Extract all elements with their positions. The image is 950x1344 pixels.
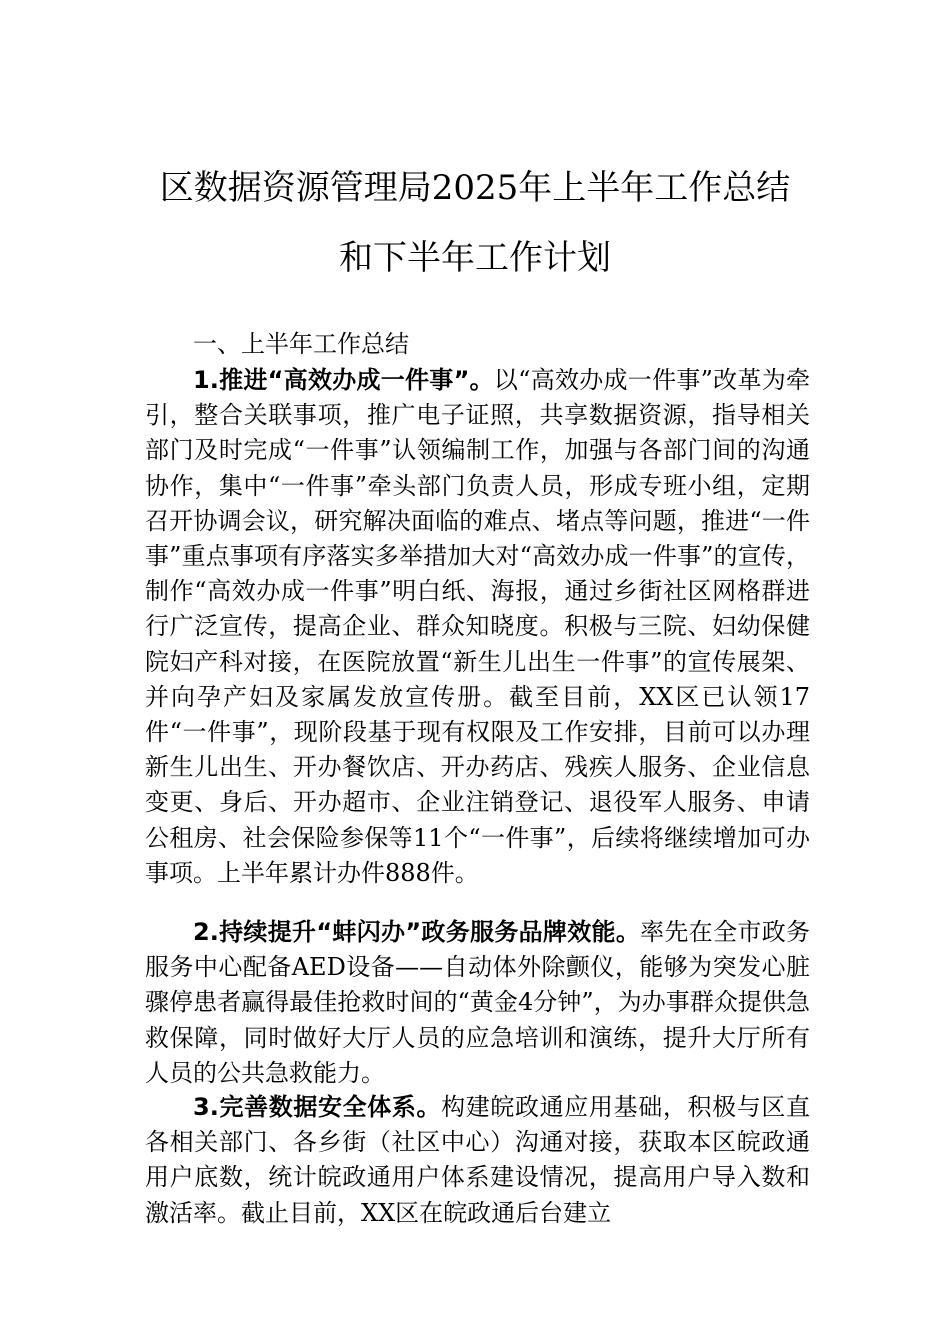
section-heading: 一、上半年工作总结 bbox=[193, 330, 409, 358]
paragraph-2-text: 率先在全市政务服务中心配备AED设备——自动体外除颤仪，能够为突发心脏骤停患者赢得最佳抢救时间的“黄金4分钟”，为办事群众提供急救保障，同时做好大厅人员的应急培训和演练，提升大厅所有人员的公共急救能力。 bbox=[145, 918, 811, 1087]
paragraph-1 bbox=[145, 363, 810, 891]
paragraph-2 bbox=[145, 915, 810, 1091]
paragraph-3-lead: 3.完善数据安全体系。 bbox=[193, 1093, 442, 1121]
document-title-line-2: 和下半年工作计划 bbox=[339, 238, 611, 278]
document-title-line-1: 区数据资源管理局2025年上半年工作总结 bbox=[159, 168, 791, 208]
paragraph-3 bbox=[145, 1090, 810, 1231]
paragraph-1-text: 以“高效办成一件事”改革为牵引，整合关联事项，推广电子证照，共享数据资源，指导相关部门及时完成“一件事”认领编制工作，加强与各部门间的沟通协作，集中“一件事”牵头部门负责人员，形成专班小组，定期召开协调会议，研究解决面临的难点、堵点等问题，推进“一件事”重点事项有序落实多举措加大对“高效办成一件事”的宣传，制作“高效办成一件事”明白纸、海报，通过乡街社区网格群进行广泛宣传，提高企业、群众知晓度。积极与三院、妇幼保健院妇产科对接，在医院放置“新生儿出生一件事”的宣传展架、并向孕产妇及家属发放宣传册。截至目前，XX区已认领17件“一件事”，现阶段基于现有权限及工作安排，目前可以办理新生儿出生、开办餐饮店、开办药店、残疾人服务、企业信息变更、身后、开办超市、企业注销登记、退役军人服务、申请公租房、社会保险参保等11个“一件事”，后续将继续增加可办事项。上半年累计办件888件。 bbox=[145, 366, 810, 887]
paragraph-1-lead: 1.推进“高效办成一件事”。 bbox=[193, 366, 494, 394]
paragraph-3-text: 构建皖政通应用基础，积极与区直各相关部门、各乡街（社区中心）沟通对接，获取本区皖政通用户底数，统计皖政通用户体系建设情况，提高用户导入数和激活率。截止目前，XX区在皖政通后台建立 bbox=[145, 1093, 810, 1227]
paragraph-2-lead: 2.持续提升“蚌闪办”政务服务品牌效能。 bbox=[193, 918, 641, 946]
